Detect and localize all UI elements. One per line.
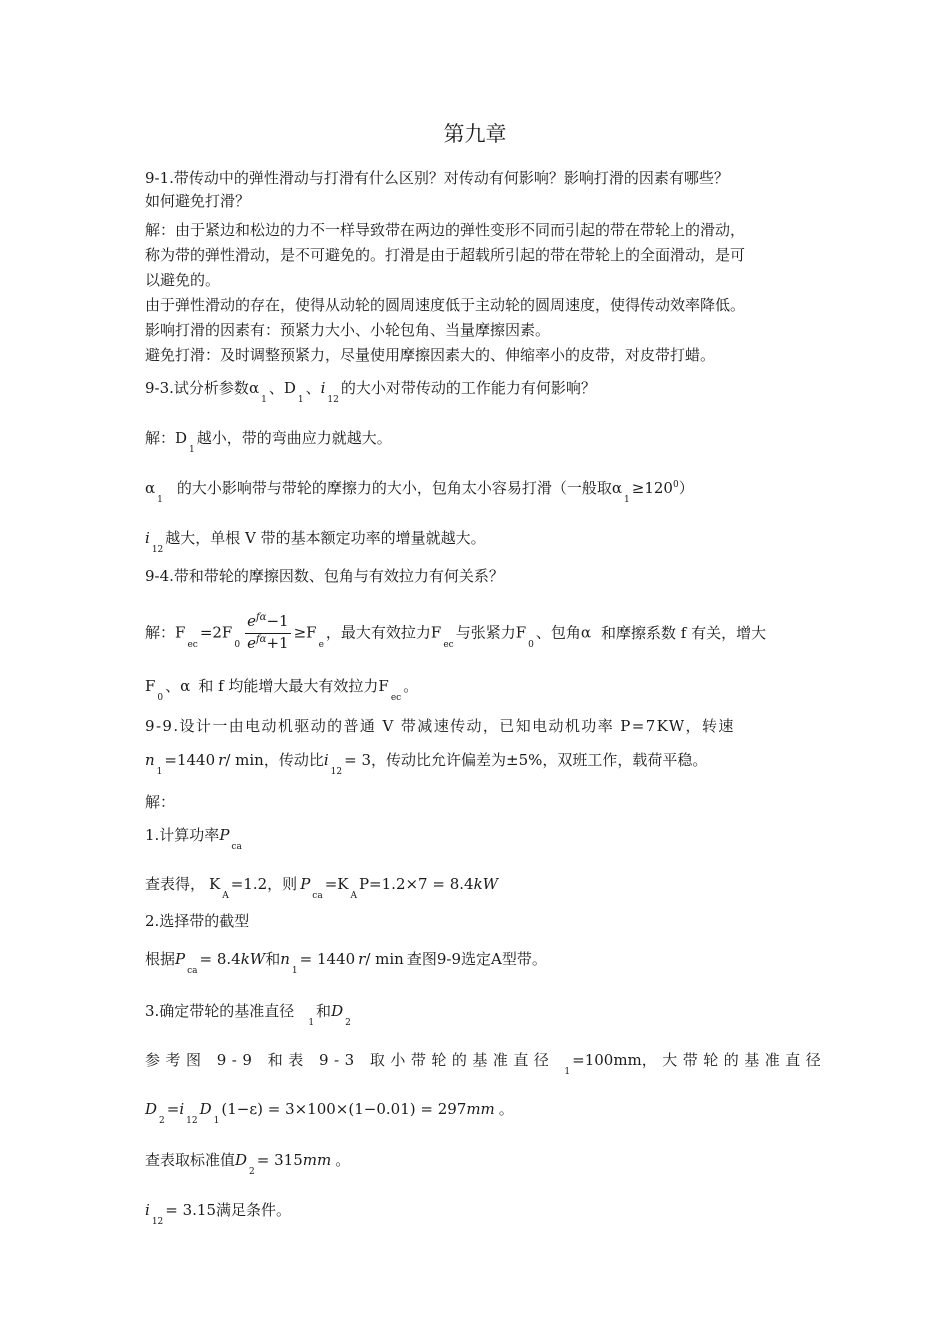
subscript: 2 bbox=[159, 1116, 165, 1126]
q9-tail-text: ，传动比允许偏差为±5%，双班工作，载荷平稳。 bbox=[371, 751, 708, 769]
equation-part: =2F bbox=[199, 623, 233, 642]
q3-answer-3-text: 越大，单根 V 带的基本额定功率的增量就越大。 bbox=[165, 529, 486, 547]
separator: 、 bbox=[268, 379, 284, 397]
step-1-then: ，则 bbox=[267, 875, 298, 893]
p-symbol: P bbox=[300, 875, 311, 893]
q3-suffix: 的大小对带传动的工作能力有何影响？ bbox=[340, 379, 596, 397]
subscript: 12 bbox=[186, 1116, 198, 1126]
q4-answer-line-1 bbox=[145, 612, 810, 655]
exponent: fα bbox=[255, 634, 267, 645]
alpha-symbol: α bbox=[580, 623, 592, 642]
period: 。 bbox=[498, 1100, 514, 1118]
subscript: 1 bbox=[291, 966, 298, 976]
subscript: 1 bbox=[156, 767, 163, 777]
ge-symbol: ≥ bbox=[293, 623, 307, 642]
unit-r: r bbox=[358, 950, 366, 968]
d-symbol: D bbox=[283, 379, 296, 397]
chapter-title: 第九章 bbox=[443, 122, 507, 146]
step-1-label: 1.计算功率 bbox=[145, 826, 220, 844]
subscript: 2 bbox=[249, 1167, 255, 1177]
subscript: 0 bbox=[528, 639, 534, 650]
answer-prefix: 解： bbox=[145, 429, 176, 447]
e-symbol: e bbox=[247, 634, 256, 652]
step-3-tail: ，大带轮的基准直径 bbox=[641, 1051, 827, 1069]
step-2-result: 查图9-9选定A型带 bbox=[406, 950, 532, 968]
subscript: 1 bbox=[297, 395, 304, 405]
d-symbol: D bbox=[331, 1002, 344, 1020]
subscript: 1 bbox=[189, 445, 195, 455]
step-1-calc bbox=[145, 874, 810, 901]
q3-answer-1 bbox=[145, 428, 810, 455]
f-symbol: F bbox=[430, 623, 442, 642]
subscript: 0 bbox=[157, 693, 164, 703]
equation-part: =K bbox=[324, 875, 349, 893]
q9-question-line-2 bbox=[145, 750, 810, 777]
period: 。 bbox=[531, 950, 547, 968]
superscript: 0 bbox=[672, 480, 679, 490]
p-symbol: P bbox=[175, 950, 186, 968]
step-2-prefix: 根据 bbox=[145, 950, 176, 968]
denominator-tail: +1 bbox=[266, 634, 289, 652]
n-symbol: n bbox=[280, 950, 290, 968]
alpha-symbol: α bbox=[248, 379, 260, 397]
d-symbol: D bbox=[199, 1100, 212, 1118]
subscript: 1 bbox=[157, 495, 163, 505]
subscript: 1 bbox=[261, 395, 267, 405]
q3-answer-2 bbox=[145, 478, 810, 505]
step-3-line-2 bbox=[145, 1099, 810, 1126]
subscript: 1 bbox=[213, 1116, 220, 1126]
q1-answer-line-2: 称为带的弹性滑动，是不可避免的。打滑是由于超载所引起的带在带轮上的全面滑动，是可 bbox=[145, 246, 746, 264]
subscript: ca bbox=[187, 966, 198, 976]
unit-kw: kW bbox=[473, 875, 499, 893]
p-symbol: P bbox=[219, 826, 230, 844]
subscript: ec bbox=[187, 639, 198, 650]
q9-mid-text: ，传动比 bbox=[263, 751, 324, 769]
step-2-title: 2.选择带的截型 bbox=[145, 912, 250, 930]
subscript: e bbox=[318, 639, 324, 650]
alpha-symbol: α bbox=[145, 479, 156, 497]
subscript: ca bbox=[231, 842, 242, 852]
ka-value: =1.2 bbox=[230, 875, 268, 893]
subscript: 1 bbox=[308, 1018, 315, 1028]
q1-answer-line-1: 解：由于紧边和松边的力不一样导致带在两边的弹性变形不同而引起的带在带轮上的滑动， bbox=[145, 221, 746, 239]
q3-answer-2-text: 的大小影响带与带轮的摩擦力的大小，包角太小容易打滑（一般取 bbox=[176, 479, 612, 497]
answer-prefix: 解： bbox=[145, 623, 176, 642]
condition-text: 满足条件。 bbox=[216, 1201, 292, 1219]
i-symbol: i bbox=[145, 529, 150, 547]
d-symbol: D bbox=[175, 429, 188, 447]
subscript: A bbox=[350, 891, 357, 901]
d2-calculation: (1−ε) = 3×100×(1−0.01) = 297 bbox=[221, 1100, 467, 1118]
f-symbol: F bbox=[145, 677, 156, 695]
and-text: 和 bbox=[316, 1002, 332, 1020]
and-text: 和 bbox=[265, 950, 281, 968]
d2-standard-value: = 315 bbox=[256, 1151, 303, 1169]
d1-value: =100mm bbox=[572, 1051, 642, 1069]
q9-question-line-1: 9-9.设计一由电动机驱动的普通 V 带减速传动，已知电动机功率 P=7KW，转速 bbox=[145, 717, 735, 735]
n-symbol: n bbox=[145, 751, 155, 769]
step-3-line-1 bbox=[145, 1050, 827, 1077]
alpha-symbol: α bbox=[611, 479, 623, 497]
unit-mm: mm bbox=[302, 1151, 332, 1169]
unit-min: / min bbox=[225, 751, 264, 769]
subscript: 12 bbox=[151, 545, 164, 555]
subscript: 1 bbox=[564, 1067, 571, 1077]
q9-jie: 解： bbox=[145, 793, 176, 811]
step-2-text bbox=[145, 949, 810, 976]
f-symbol: F bbox=[378, 677, 389, 695]
d-symbol: D bbox=[235, 1151, 248, 1169]
k-symbol: K bbox=[209, 875, 221, 893]
subscript: 12 bbox=[330, 767, 343, 777]
step-1-title bbox=[145, 825, 810, 852]
step-3-line-3 bbox=[145, 1150, 810, 1177]
q4-line-2-text: 和 f 均能增大最大有效拉力 bbox=[198, 677, 379, 695]
condition: ≥120 bbox=[631, 479, 673, 497]
step-3-line-4 bbox=[145, 1200, 810, 1227]
standard-text: 查表取标准值 bbox=[145, 1151, 236, 1169]
i-symbol: i bbox=[323, 751, 329, 769]
q4-text-3: 、包角 bbox=[535, 623, 581, 642]
unit-min: / min bbox=[365, 950, 404, 968]
f-symbol: F bbox=[175, 623, 186, 642]
q4-text-2: 与张紧力 bbox=[455, 623, 516, 642]
subscript: 12 bbox=[151, 1217, 164, 1227]
speed-value: =1440 bbox=[164, 751, 216, 769]
subscript: 12 bbox=[327, 395, 339, 405]
q3-prefix: 9-3.试分析参数 bbox=[145, 379, 249, 397]
q1-answer-line-6: 避免打滑：及时调整预紧力，尽量使用摩擦因素大的、伸缩率小的皮带，对皮带打蜡。 bbox=[145, 346, 716, 364]
equation-result: P=1.2×7 = 8.4 bbox=[358, 875, 474, 893]
q4-text-1: ，最大有效拉力 bbox=[325, 623, 431, 642]
alpha-symbol: α bbox=[180, 677, 191, 695]
i-symbol: i bbox=[179, 1100, 185, 1118]
fraction bbox=[245, 612, 290, 655]
q1-question-line-2: 如何避免打滑？ bbox=[145, 192, 251, 210]
q4-question: 9-4.带和带轮的摩擦因数、包角与有效拉力有何关系？ bbox=[145, 567, 504, 585]
ratio-value: = 3 bbox=[344, 751, 372, 769]
q3-answer-1-text: 越小，带的弯曲应力就越大。 bbox=[196, 429, 392, 447]
subscript: ec bbox=[443, 639, 454, 650]
f-symbol: F bbox=[306, 623, 317, 642]
step-1-text: 查表得， bbox=[145, 875, 206, 893]
close-paren: ） bbox=[678, 479, 694, 497]
i-symbol: i bbox=[320, 379, 326, 397]
unit-r: r bbox=[218, 751, 226, 769]
e-symbol: e bbox=[247, 612, 256, 630]
subscript: 1 bbox=[624, 495, 630, 505]
separator: 、 bbox=[165, 677, 181, 695]
subscript: ec bbox=[390, 693, 402, 703]
subscript: 2 bbox=[345, 1018, 351, 1028]
q1-question-line-1: 9-1.带传动中的弹性滑动与打滑有什么区别？对传动有何影响？影响打滑的因素有哪些？ bbox=[145, 169, 729, 187]
q1-answer-line-4: 由于弹性滑动的存在，使得从动轮的圆周速度低于主动轮的圆周速度，使得传动效率降低。 bbox=[145, 296, 746, 314]
q1-answer-line-5: 影响打滑的因素有：预紧力大小、小轮包角、当量摩擦因素。 bbox=[145, 321, 551, 339]
speed-value: = 1440 bbox=[299, 950, 356, 968]
exponent: fα bbox=[255, 612, 267, 623]
subscript: A bbox=[222, 891, 229, 901]
fraction-denominator bbox=[245, 634, 290, 655]
power-value: = 8.4 bbox=[199, 950, 241, 968]
step-3-label: 3.确定带轮的基准直径 bbox=[145, 1002, 295, 1020]
period: 。 bbox=[335, 1151, 351, 1169]
unit-mm: mm bbox=[466, 1100, 495, 1118]
step-3-title bbox=[145, 1001, 810, 1028]
equals: = bbox=[166, 1100, 180, 1118]
q3-question bbox=[145, 378, 810, 405]
period: 。 bbox=[403, 677, 419, 695]
q3-answer-3 bbox=[145, 528, 810, 555]
unit-kw: kW bbox=[240, 950, 266, 968]
fraction-numerator bbox=[245, 612, 290, 634]
d-symbol: D bbox=[145, 1100, 158, 1118]
q4-text-4: 和摩擦系数 f 有关，增大 bbox=[601, 623, 767, 642]
subscript: 0 bbox=[234, 639, 241, 650]
separator: 、 bbox=[305, 379, 321, 397]
step-3-text: 参考图 9-9 和表 9-3 取小带轮的基准直径 bbox=[145, 1051, 555, 1069]
q4-answer-line-2 bbox=[145, 676, 810, 703]
q1-answer-line-3: 以避免的。 bbox=[145, 271, 221, 289]
f-symbol: F bbox=[515, 623, 527, 642]
subscript: ca bbox=[312, 891, 323, 901]
numerator-tail: −1 bbox=[266, 612, 289, 630]
i-symbol: i bbox=[145, 1201, 150, 1219]
ratio-value: = 3.15 bbox=[165, 1201, 217, 1219]
